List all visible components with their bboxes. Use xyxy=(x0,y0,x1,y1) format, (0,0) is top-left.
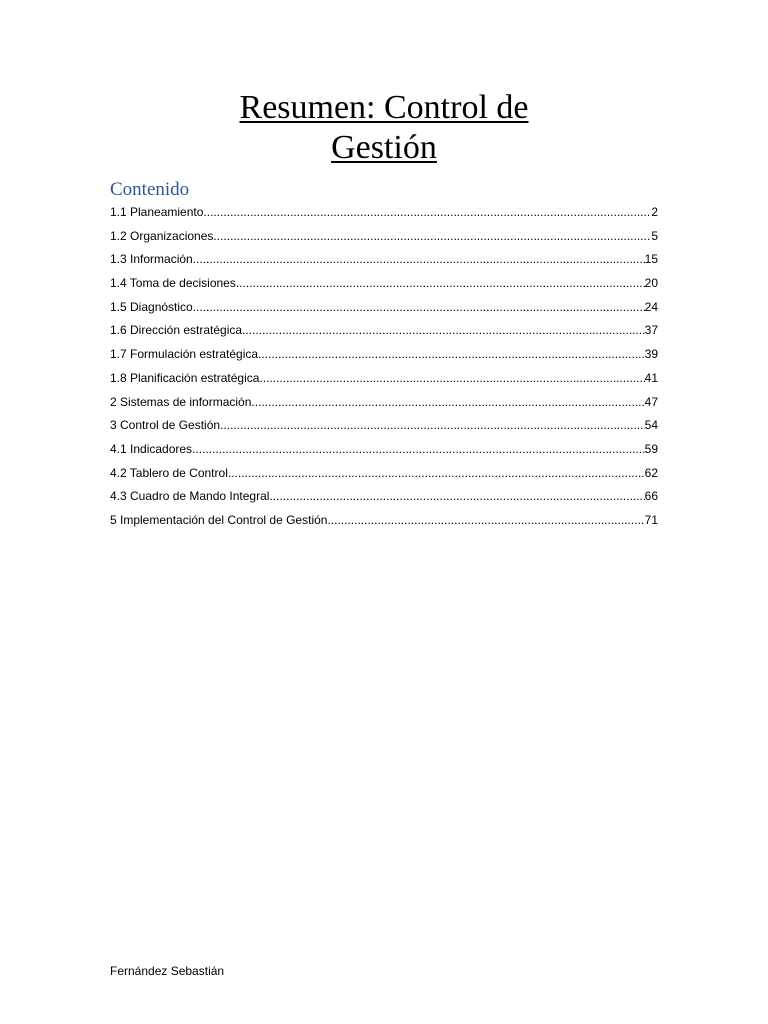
toc-entry-label[interactable]: 3 Control de Gestión xyxy=(110,418,221,433)
toc-leader-dots xyxy=(220,415,645,435)
toc-entry[interactable] xyxy=(110,392,658,416)
toc-entry-page: 66 xyxy=(644,489,658,504)
toc-leader-dots xyxy=(251,392,644,412)
toc-leader-dots xyxy=(258,344,645,364)
toc-entry[interactable] xyxy=(110,486,658,510)
toc-leader-dots xyxy=(259,368,644,388)
toc-entry-label[interactable]: 2 Sistemas de información xyxy=(110,394,252,409)
toc-entry-page: 59 xyxy=(644,441,658,456)
title-line-1: Resumen: Control de xyxy=(239,89,529,126)
toc-entry[interactable] xyxy=(110,510,658,534)
toc-entry[interactable] xyxy=(110,439,658,463)
toc-entry[interactable] xyxy=(110,344,658,368)
toc-entry-page: 47 xyxy=(644,394,658,409)
toc-entry-page: 39 xyxy=(644,347,658,362)
toc-leader-dots xyxy=(213,226,651,246)
document-title xyxy=(0,88,768,168)
toc-entry[interactable] xyxy=(110,273,658,297)
toc-entry-label[interactable]: 1.1 Planeamiento xyxy=(110,205,204,219)
toc-entry-page: 5 xyxy=(651,228,658,243)
toc-entry[interactable] xyxy=(110,320,658,344)
page-footer-author: Fernández Sebastián xyxy=(110,964,225,978)
toc-entry[interactable] xyxy=(110,226,658,250)
toc-entry-label[interactable]: 1.2 Organizaciones xyxy=(110,228,214,243)
toc-entry-label[interactable]: 1.8 Planificación estratégica xyxy=(110,370,260,385)
toc-entry-label[interactable]: 4.3 Cuadro de Mando Integral xyxy=(110,489,270,504)
toc-entry[interactable] xyxy=(110,202,658,226)
toc-leader-dots xyxy=(192,439,645,459)
toc-entry[interactable] xyxy=(110,297,658,321)
toc-leader-dots xyxy=(203,202,651,222)
toc-leader-dots xyxy=(193,249,645,269)
toc-entry-label[interactable]: 5 Implementación del Control de Gestión xyxy=(110,512,328,527)
toc-leader-dots xyxy=(236,273,645,293)
toc-entry-page: 54 xyxy=(644,418,658,433)
toc-entry-label[interactable]: 1.3 Información xyxy=(110,252,193,267)
toc-entry-label[interactable]: 1.7 Formulación estratégica xyxy=(110,347,259,362)
toc-leader-dots xyxy=(269,486,644,506)
title-line-2: Gestión xyxy=(331,129,437,166)
toc-entry-page: 2 xyxy=(651,205,658,219)
toc-entry[interactable] xyxy=(110,415,658,439)
toc-entry-page: 41 xyxy=(644,370,658,385)
toc-entry-page: 62 xyxy=(644,465,658,480)
toc-entry-page: 24 xyxy=(644,299,658,314)
toc-heading: Contenido xyxy=(110,179,190,200)
toc-entry-page: 20 xyxy=(644,276,658,291)
toc-entry-page: 37 xyxy=(644,323,658,338)
toc-entry[interactable] xyxy=(110,249,658,273)
toc-entry-label[interactable]: 4.2 Tablero de Control xyxy=(110,465,228,480)
toc-entry-page: 15 xyxy=(644,252,658,267)
toc-entry-label[interactable]: 1.5 Diagnóstico xyxy=(110,299,193,314)
toc-entry-page: 71 xyxy=(644,512,658,527)
toc-leader-dots xyxy=(228,463,645,483)
toc-leader-dots xyxy=(193,297,645,317)
toc-entry[interactable] xyxy=(110,463,658,487)
toc-leader-dots xyxy=(242,320,645,340)
toc-entry-label[interactable]: 4.1 Indicadores xyxy=(110,441,193,456)
toc-leader-dots xyxy=(327,510,644,530)
toc-entry[interactable] xyxy=(110,368,658,392)
toc-entry-label[interactable]: 1.4 Toma de decisiones xyxy=(110,276,236,291)
table-of-contents xyxy=(110,202,658,534)
toc-entry-label[interactable]: 1.6 Dirección estratégica xyxy=(110,323,243,338)
